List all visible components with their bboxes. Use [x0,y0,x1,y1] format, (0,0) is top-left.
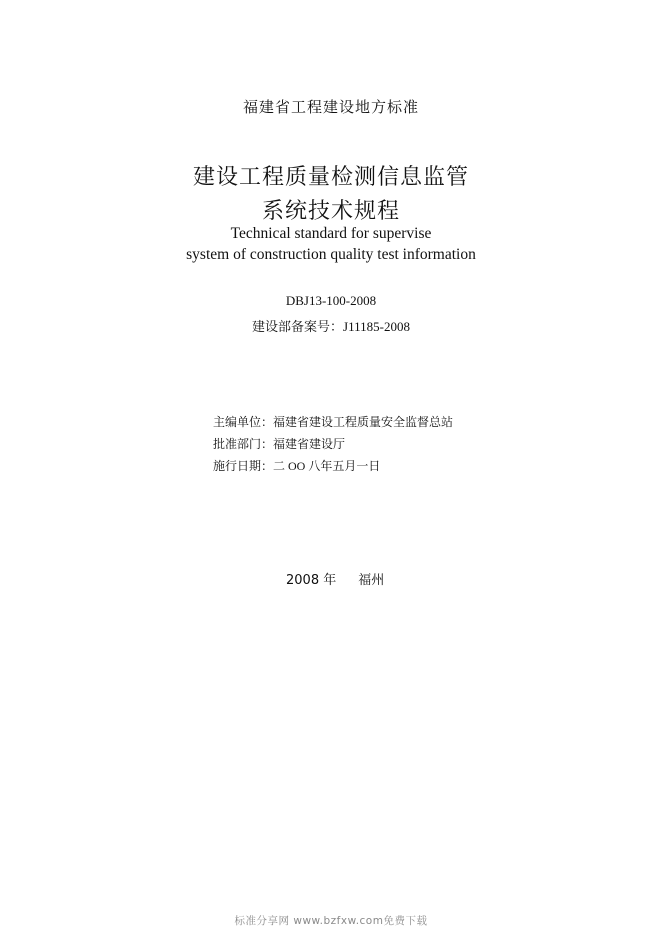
chief-editor-unit: 主编单位：福建省建设工程质量安全监督总站 [213,415,454,429]
english-title-line-2: system of construction quality test information [186,246,476,263]
english-title-line-1: Technical standard for supervise [230,225,432,242]
publication-year: 2008 年 [286,573,337,588]
effective-date: 施行日期：二 OO 八年五月一日 [213,459,381,473]
record-number: 建设部备案号：J11185-2008 [252,319,410,334]
watermark-text: 标准分享网 www.bzfxw.com免费下载 [234,915,428,927]
document-title-line-1: 建设工程质量检测信息监管 [192,165,469,190]
standard-code: DBJ13-100-2008 [285,293,377,308]
publication-footer [286,569,384,588]
standard-series: 福建省工程建设地方标准 [242,98,419,116]
document-title-line-2: 系统技术规程 [261,199,400,224]
publication-city: 福州 [358,573,385,588]
approving-department: 批准部门：福建省建设厅 [213,437,346,451]
